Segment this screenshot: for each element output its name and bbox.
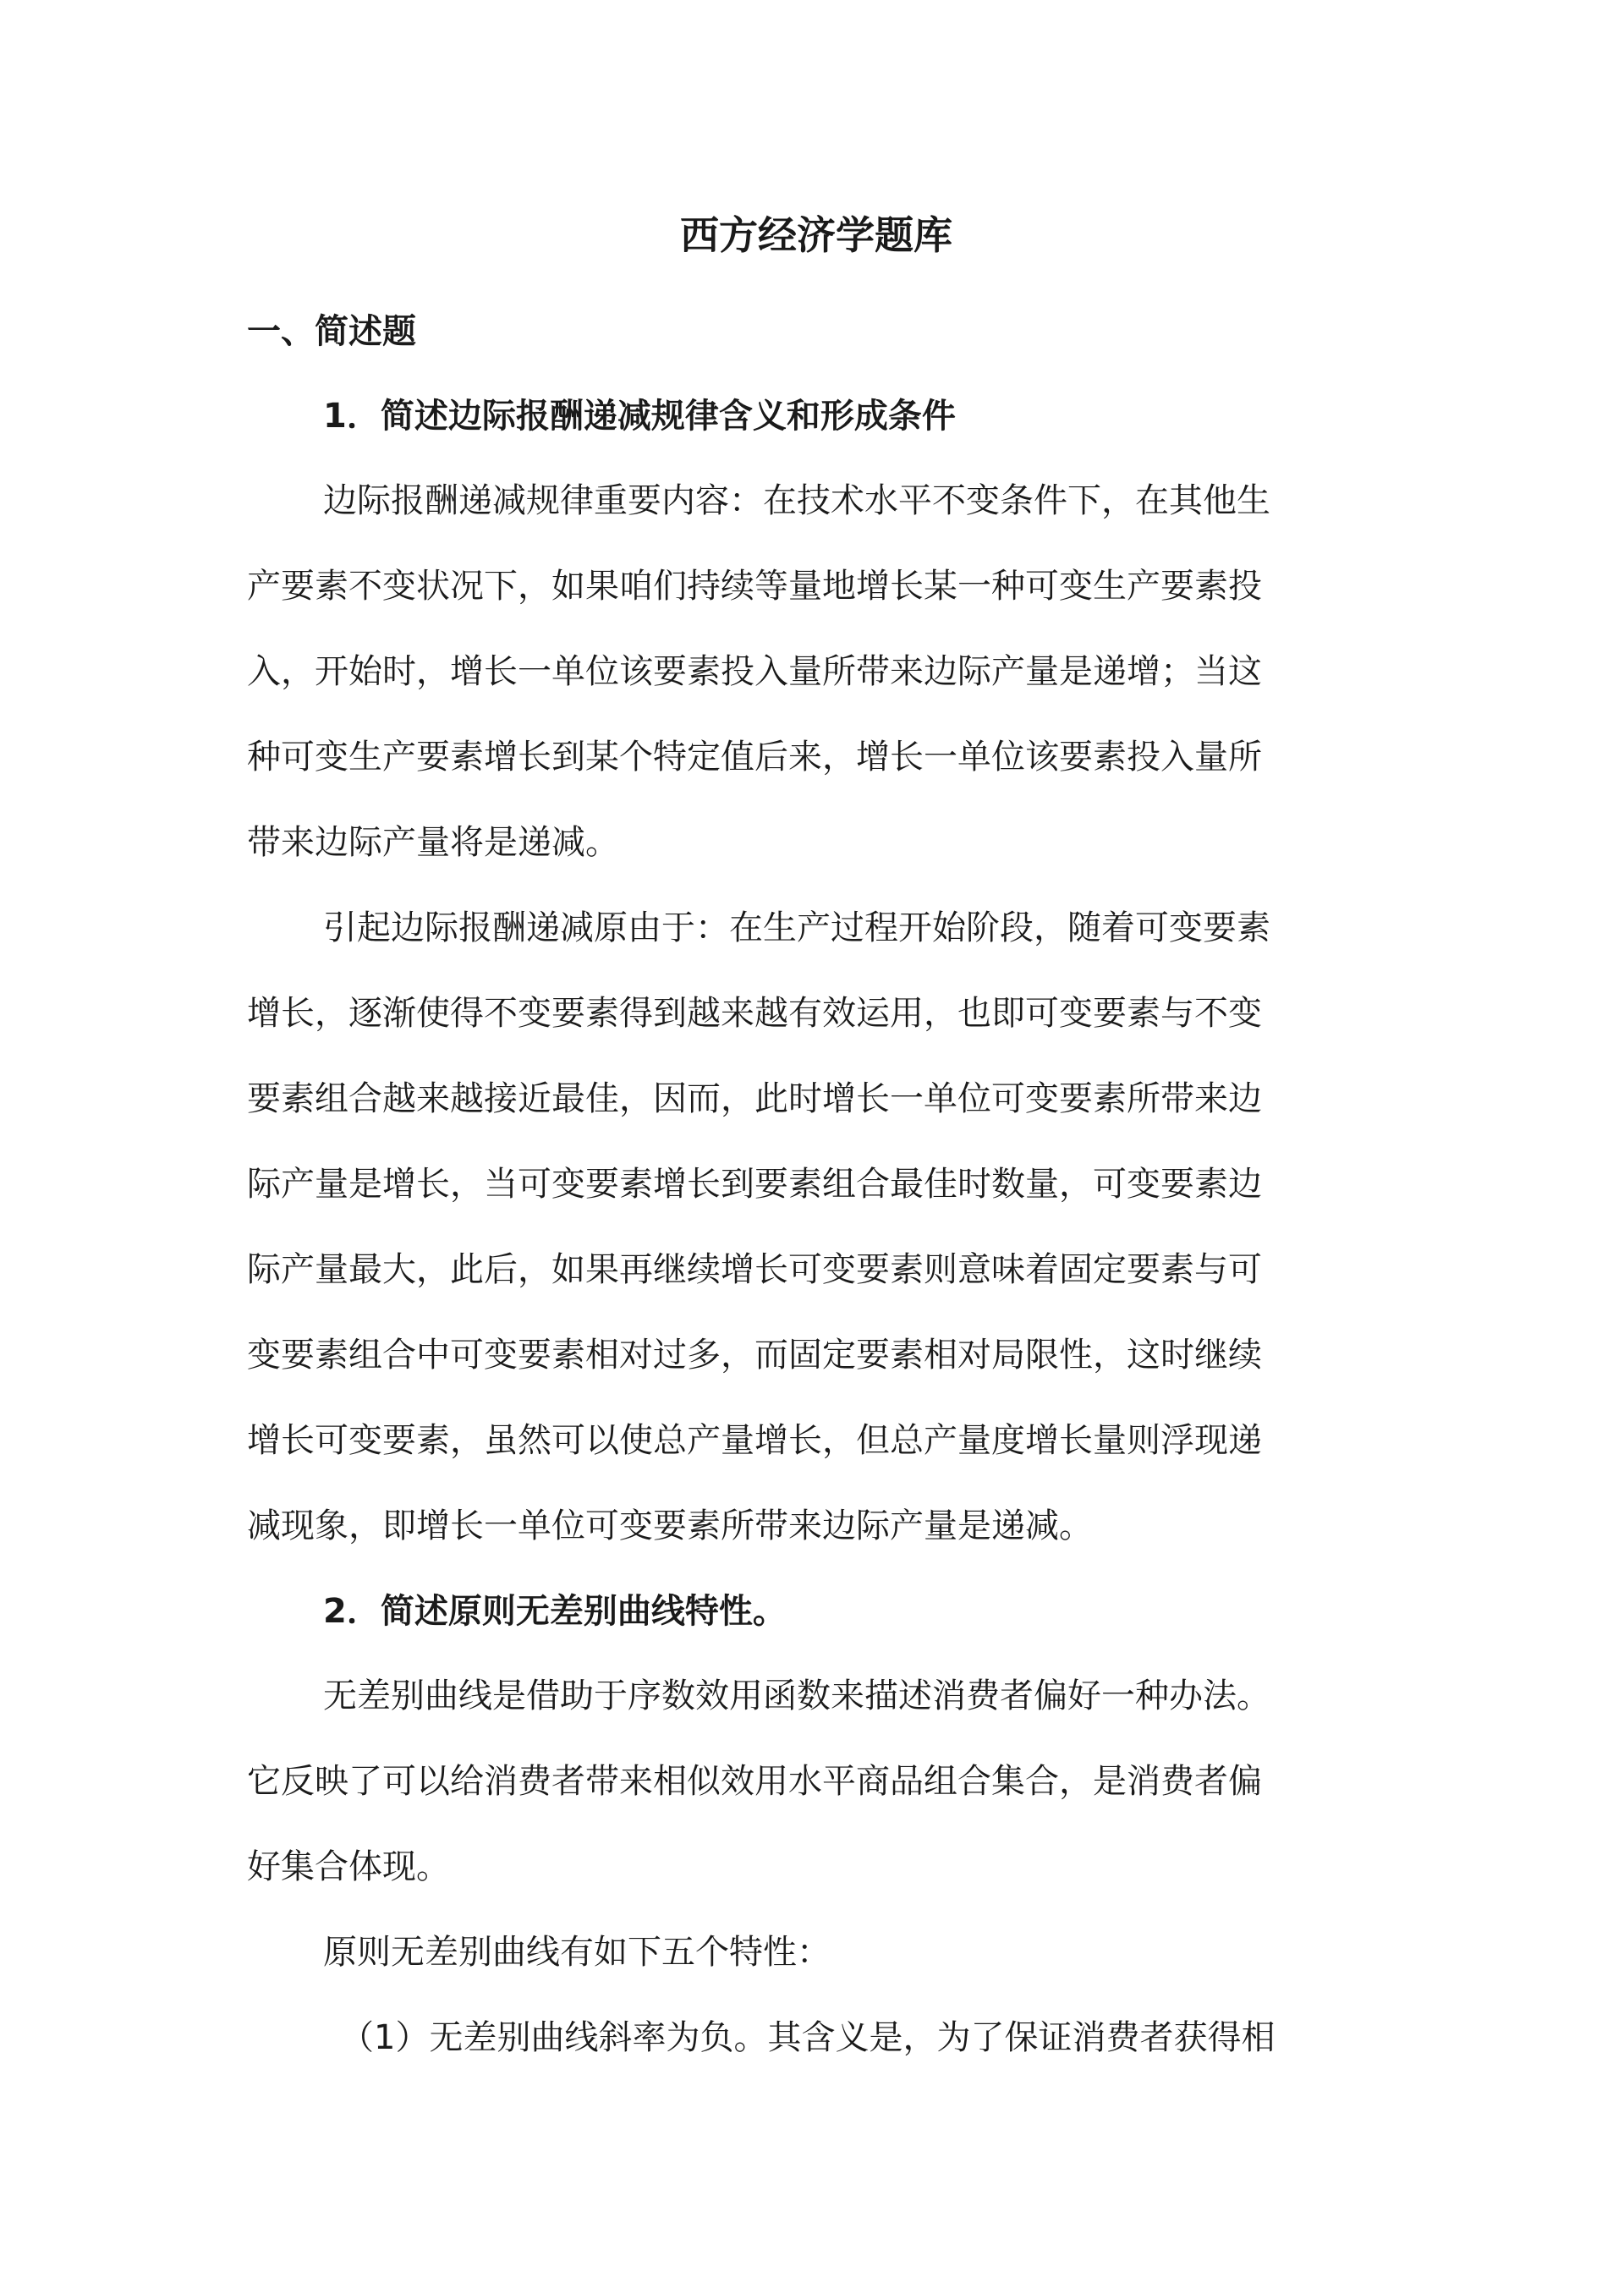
question-1-paragraph-1 [247,458,1385,886]
paragraph-line: 入，开始时，增长一单位该要素投入量所带来边际产量是递增；当这 [247,652,1262,691]
paragraph-line: 变要素组合中可变要素相对过多，而固定要素相对局限性，这时继续 [247,1336,1262,1375]
paragraph-line: 减现象，即增长一单位可变要素所带来边际产量是递减。 [247,1506,1093,1545]
question-2-heading: 2．简述原则无差别曲线特性。 [323,1592,787,1631]
paragraph-line: 增长，逐渐使得不变要素得到越来越有效运用，也即可变要素与不变 [247,994,1262,1033]
question-1-heading: 1．简述边际报酬递减规律含义和形成条件 [323,397,956,436]
paragraph-line: 无差别曲线是借助于序数效用函数来描述消费者偏好一种办法。 [323,1677,1270,1715]
paragraph-line: 种可变生产要素增长到某个特定值后来，增长一单位该要素投入量所 [247,738,1262,777]
paragraph-line: 增长可变要素，虽然可以使总产量增长，但总产量度增长量则浮现递 [247,1421,1262,1460]
document-content [247,201,1385,2081]
paragraph-line: 边际报酬递减规律重要内容：在技术水平不变条件下，在其他生 [323,481,1270,520]
paragraph-line: 引起边际报酬递减原由于：在生产过程开始阶段，随着可变要素 [323,908,1270,947]
paragraph-line: （1）无差别曲线斜率为负。其含义是，为了保证消费者获得相 [340,2018,1276,2057]
question-2-item-1 [247,1995,1385,2081]
question-2-paragraph-2 [247,1910,1385,1995]
paragraph-line: 它反映了可以给消费者带来相似效用水平商品组合集合，是消费者偏 [247,1762,1262,1801]
paragraph-line: 原则无差别曲线有如下五个特性： [323,1933,831,1972]
question-2-paragraph-1 [247,1654,1385,1910]
paragraph-line: 际产量是增长，当可变要素增长到要素组合最佳时数量，可变要素边 [247,1165,1262,1204]
paragraph-line: 产要素不变状况下，如果咱们持续等量地增长某一种可变生产要素投 [247,567,1262,606]
paragraph-line: 带来边际产量将是递减。 [247,823,619,862]
question-1-paragraph-2 [247,886,1385,1569]
paragraph-line: 要素组合越来越接近最佳，因而，此时增长一单位可变要素所带来边 [247,1079,1262,1118]
section-heading: 一、简述题 [247,312,416,351]
document-title: 西方经济学题库 [680,212,952,258]
paragraph-line: 好集合体现。 [247,1847,450,1886]
paragraph-line: 际产量最大，此后，如果再继续增长可变要素则意味着固定要素与可 [247,1250,1262,1289]
